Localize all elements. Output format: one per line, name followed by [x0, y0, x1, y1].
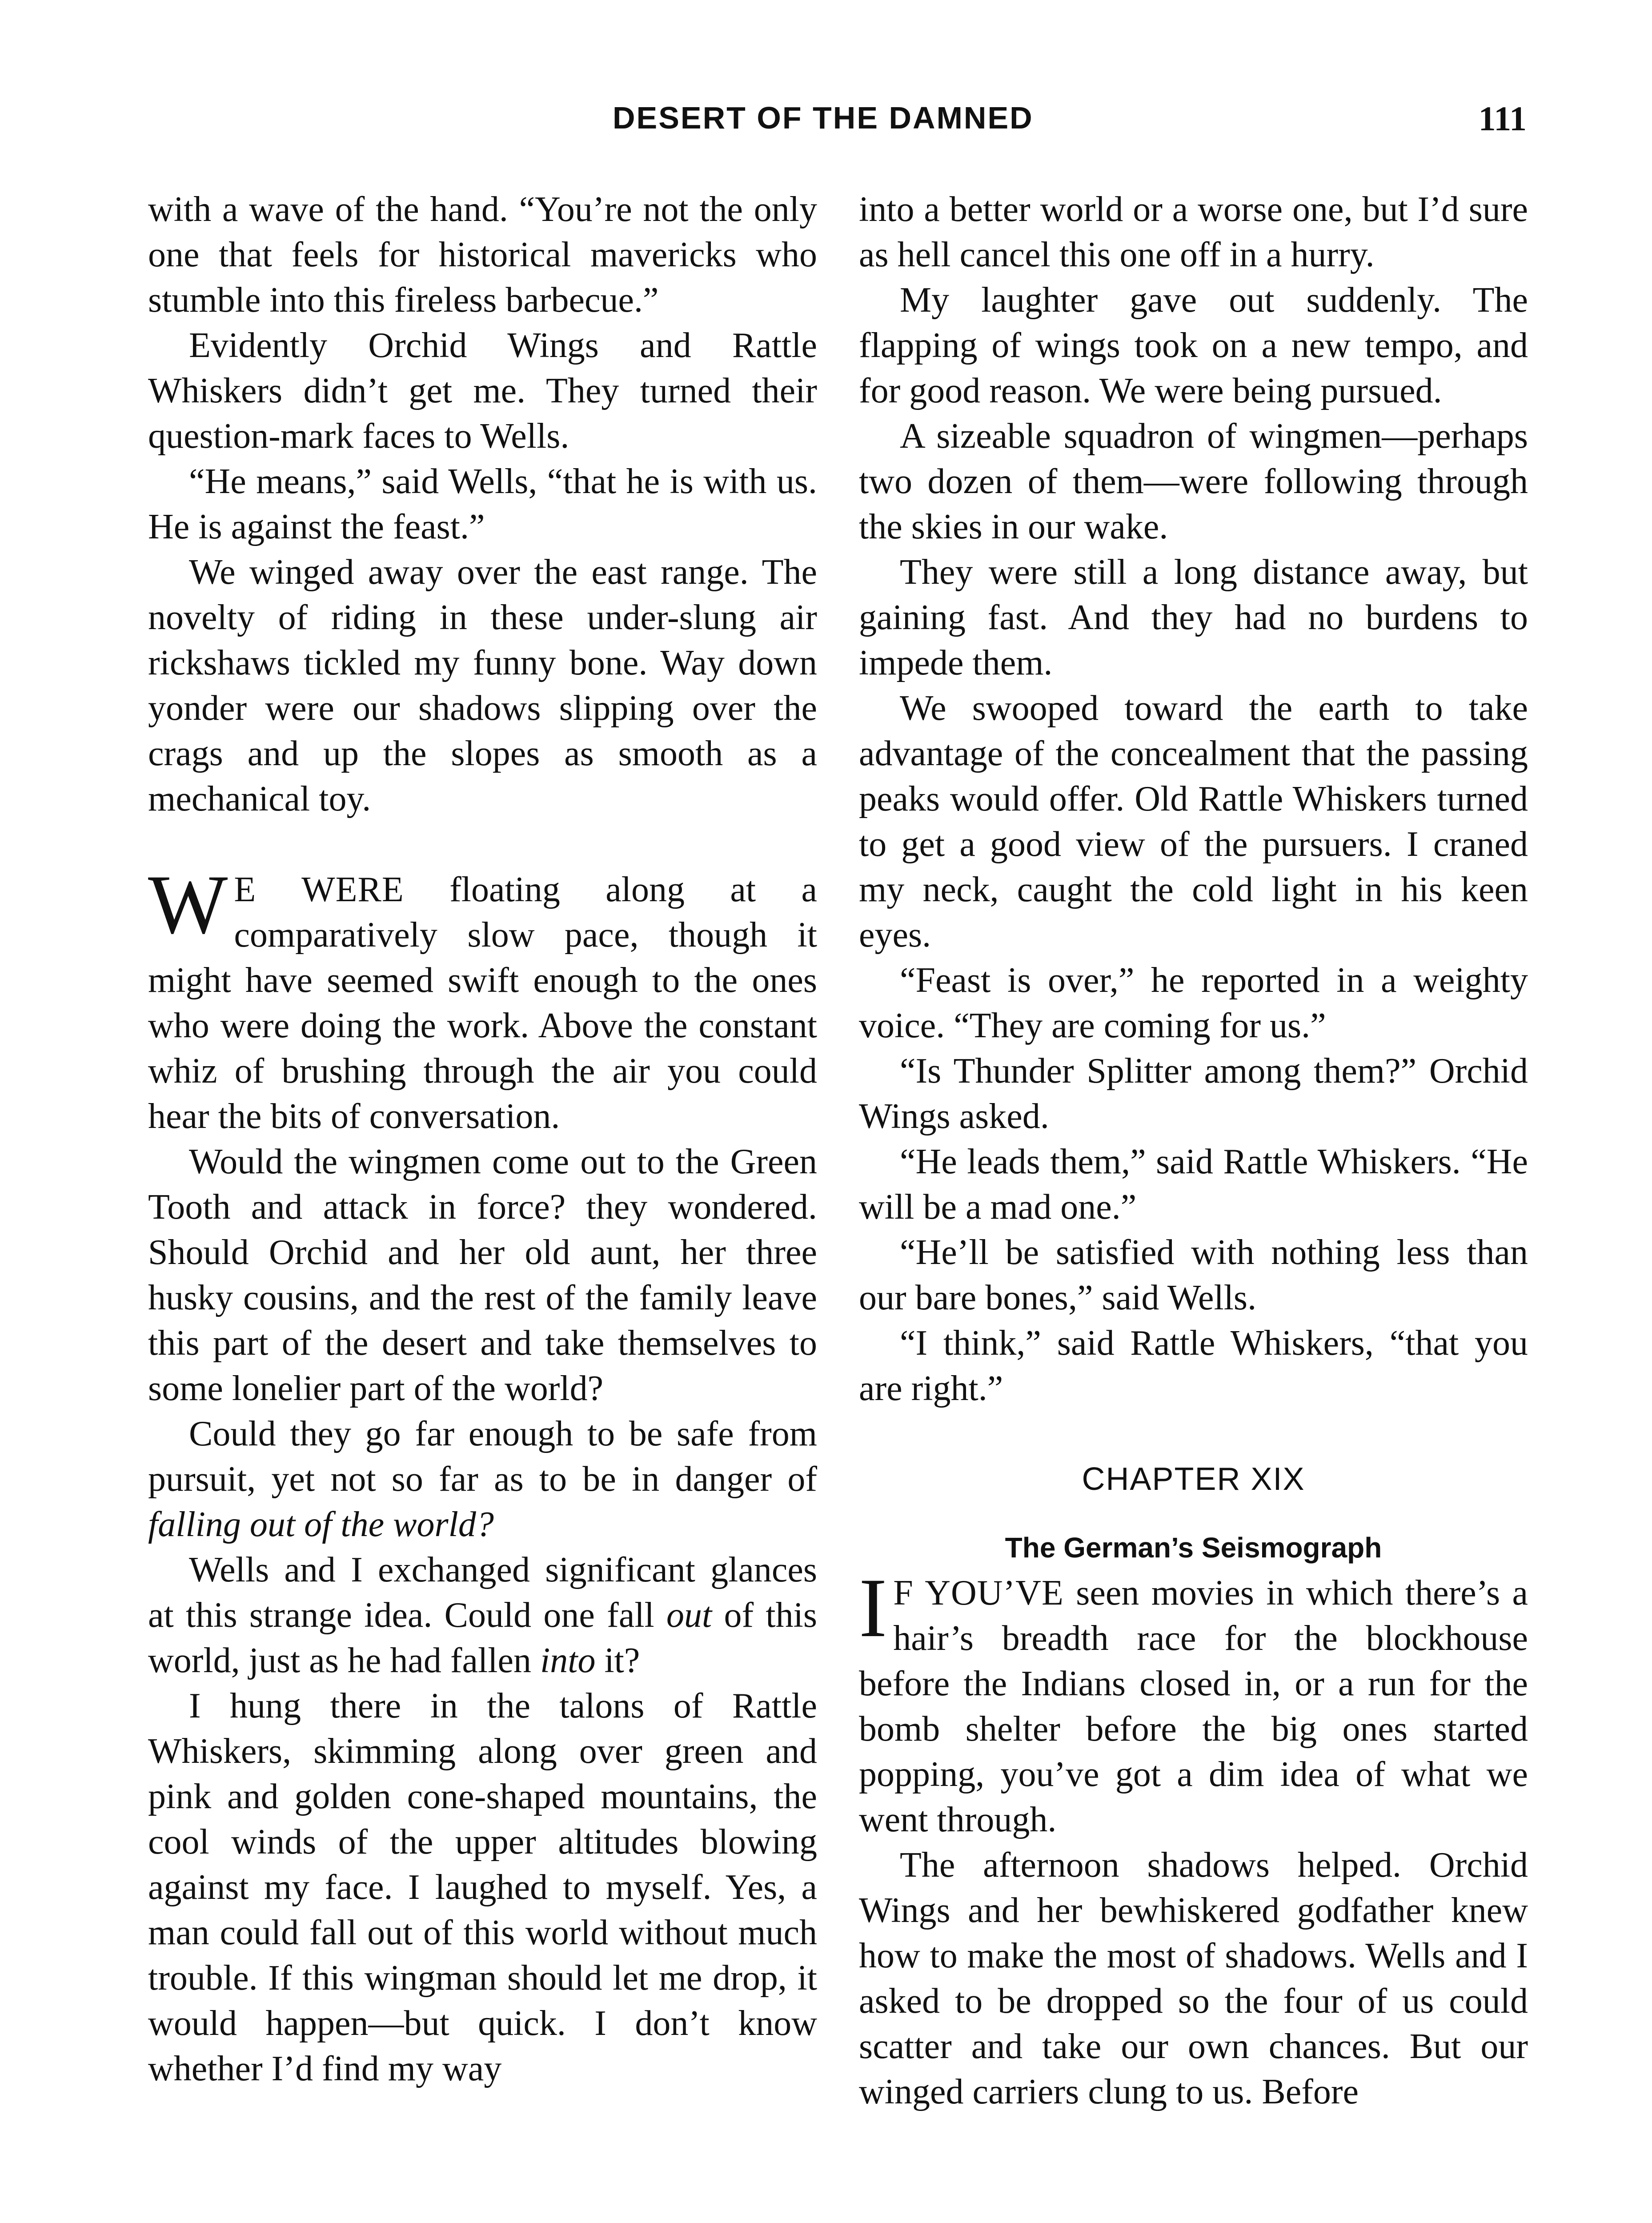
paragraph: Would the wingmen come out to the Green Tooth and attack in force? they wondered. Should Orchid and her old aunt, her three husky cousins, and the rest of the family leave this part of the desert and take themselves to some lonelier part of the world? [148, 1142, 817, 1408]
paragraph: “He means,” said Wells, “that he is with us. He is against the feast.” [148, 462, 817, 546]
paragraph: “Is Thunder Splitter among them?” Orchid Wings asked. [859, 1051, 1528, 1136]
left-column [148, 187, 817, 2091]
paragraph: Evidently Orchid Wings and Rattle Whiskers didn’t get me. They turned their question-mark faces to Wells. [148, 326, 817, 456]
chapter-heading: CHAPTER XIX [1082, 1461, 1305, 1497]
paragraph: “He leads them,” said Rattle Whiskers. “He will be a mad one.” [859, 1142, 1528, 1227]
paragraph: “He’ll be satisfied with nothing less than our bare bones,” said Wells. [859, 1233, 1528, 1317]
paragraph-text: floating along at a comparatively slow pace, though it might have seemed swift enough to the ones who were doing the work. Above the constant whiz of brushing through the air you could hear the bits of conversation. [148, 870, 817, 1136]
paragraph: A sizeable squadron of wingmen—perhaps two dozen of them—were following through the skies in our wake. [859, 417, 1528, 546]
opening-small-caps: F YOU’VE [893, 1573, 1064, 1613]
paragraph-text: Wells and I exchanged significant glances at this strange idea. Could one fall [148, 1550, 817, 1635]
paragraph: They were still a long distance away, but gaining fast. And they had no burdens to impede them. [859, 553, 1528, 682]
chapter-subtitle: The German’s Seismograph [1005, 1532, 1382, 1564]
drop-cap: I [859, 1561, 887, 1655]
italic-text: into [540, 1641, 596, 1680]
right-column [859, 187, 1528, 2115]
paragraph: We winged away over the east range. The novelty of riding in these under-slung air rickshaws tickled my funny bone. Way down yonder were our shadows slipping over the crags and up the slopes as smooth as a mechanical toy. [148, 553, 817, 819]
page-number: 111 [1478, 99, 1527, 138]
paragraph: The afternoon shadows helped. Orchid Wings and her bewhiskered godfather knew how to make the most of shadows. Wells and I asked to be dropped so the four of us could scatter and take our own chances. But our winged carriers clung to us. Before [859, 1846, 1528, 2111]
paragraph [148, 1411, 817, 1547]
section-opening-paragraph [148, 858, 817, 1139]
italic-text: out [666, 1596, 712, 1635]
paragraph-text: Could they go far enough to be safe from pursuit, yet not so far as to be in danger of [148, 1414, 817, 1499]
paragraph: I hung there in the talons of Rattle Whiskers, skimming along over green and pink and golden cone-shaped mountains, the cool winds of the upper altitudes blowing against my face. I laughed to myself. Yes, a man could fall out of this world without much trouble. If this wingman should let me drop, it would happen—but quick. I don’t know whether I’d find my way [148, 1686, 817, 2088]
paragraph-text: of this world, just as he had fallen [148, 1596, 817, 1680]
chapter-opening-paragraph [859, 1561, 1528, 1842]
italic-text: falling out of the world? [148, 1505, 494, 1544]
opening-small-caps: E WERE [234, 870, 404, 909]
paragraph: “I think,” said Rattle Whiskers, “that you are right.” [859, 1324, 1528, 1408]
paragraph: We swooped toward the earth to take advantage of the concealment that the passing peaks would offer. Old Rattle Whiskers turned to get a good view of the pursuers. I craned my neck, caught the cold light in his keen eyes. [859, 689, 1528, 955]
paragraph-text: it? [595, 1641, 640, 1680]
drop-cap: W [148, 858, 228, 951]
paragraph-text: seen movies in which there’s a hair’s breadth race for the blockhouse before the Indians closed in, or a run for the bomb shelter before the big ones started popping, you’ve got a dim idea of what we went through. [859, 1573, 1528, 1839]
running-title: DESERT OF THE DAMNED [613, 100, 1034, 135]
paragraph: into a better world or a worse one, but I’d sure as hell cancel this one off in a hurry. [859, 190, 1528, 274]
paragraph: with a wave of the hand. “You’re not the only one that feels for historical mavericks who stumble into this fireless barbecue.” [148, 190, 817, 320]
paragraph: “Feast is over,” he reported in a weighty voice. “They are coming for us.” [859, 961, 1528, 1045]
paragraph [148, 1547, 817, 1683]
paragraph: My laughter gave out suddenly. The flapping of wings took on a new tempo, and for good reason. We were being pursued. [859, 281, 1528, 410]
